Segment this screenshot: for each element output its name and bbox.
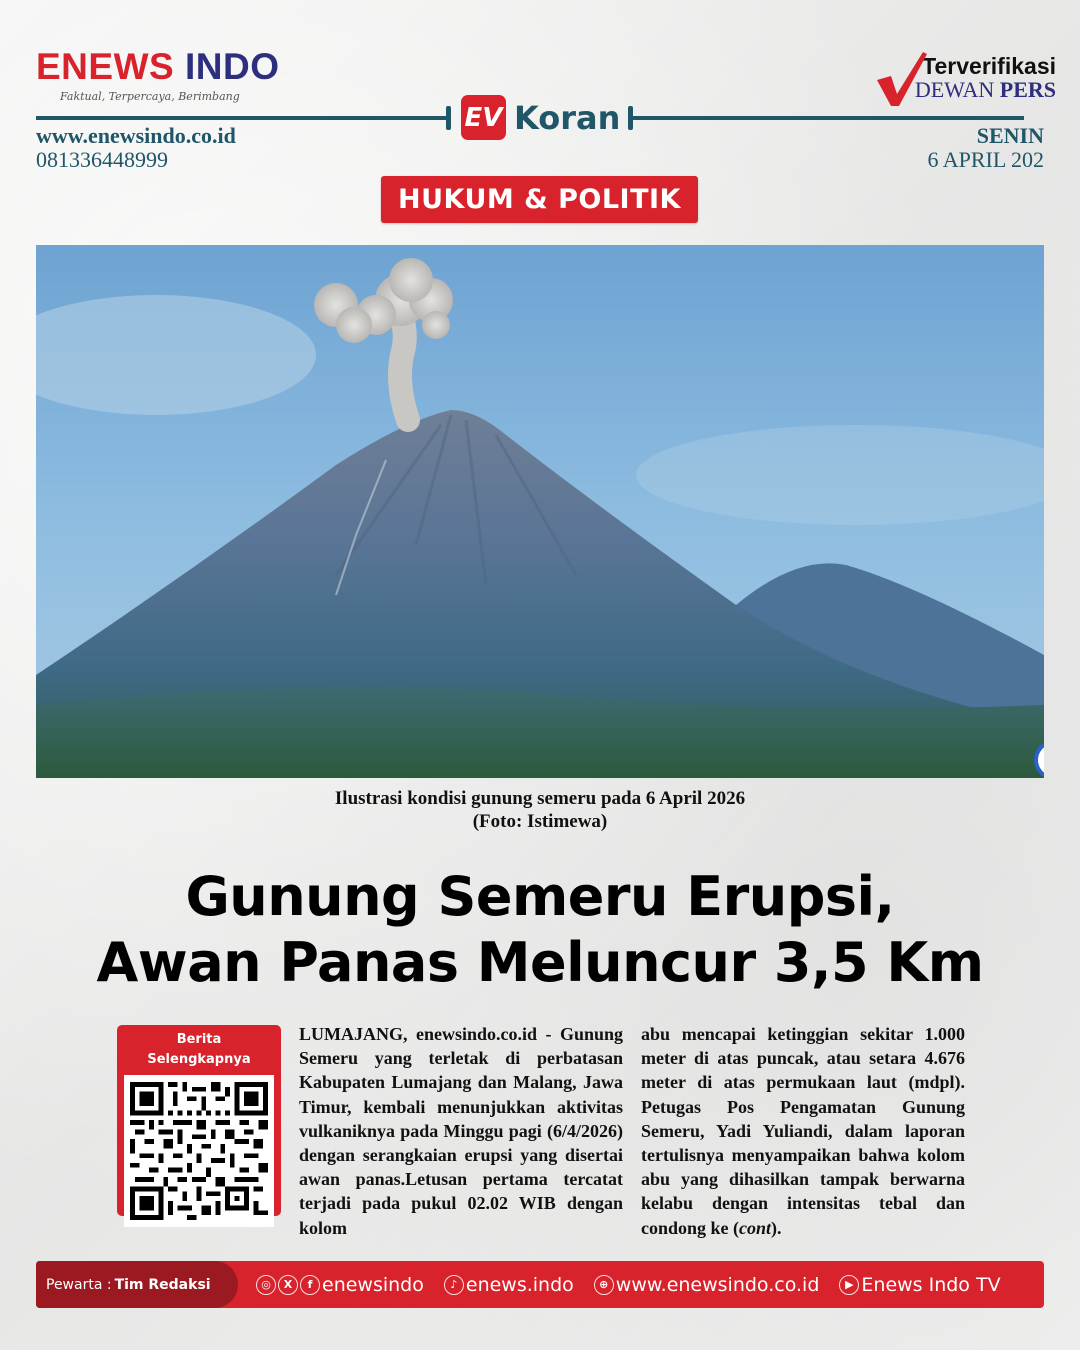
header-rule-left bbox=[36, 116, 448, 120]
brand-logo bbox=[36, 48, 279, 103]
reporter-name: Tim Redaksi bbox=[114, 1276, 211, 1293]
volcano-illustration bbox=[36, 245, 1044, 778]
qr-code-icon bbox=[130, 1081, 268, 1221]
brand-name-red: ENEWS bbox=[36, 46, 175, 87]
brand-name-blue: INDO bbox=[184, 46, 280, 87]
headline-line-2: Awan Panas Meluncur 3,5 Km bbox=[96, 931, 984, 994]
social-handle[interactable]: enews.indo bbox=[465, 1273, 574, 1296]
article-text: abu mencapai ketinggian sekitar 1.000 meter di atas puncak, atau setara 4.676 meter di atas permukaan laut (mdpl). Petugas Pos Pengamatan Gunung Semeru, Yadi Yuliandi, dalam laporan tertulisnya menyampaikan bahwa kolom abu yang dihasilkan tampak berwarna kelabu dengan intensitas tebal dan condong ke ( bbox=[641, 1024, 965, 1238]
pers-text: PERS bbox=[999, 77, 1056, 102]
headline-line-1: Gunung Semeru Erupsi, bbox=[185, 865, 895, 928]
qr-code[interactable] bbox=[124, 1075, 274, 1227]
header-rule-tick bbox=[446, 106, 451, 130]
dewan-pers-label bbox=[915, 78, 1056, 102]
x-icon[interactable]: X bbox=[278, 1275, 298, 1295]
instagram-icon[interactable]: ◎ bbox=[256, 1275, 276, 1295]
social-handle[interactable]: enewsindo bbox=[322, 1273, 424, 1296]
article-text-column-2 bbox=[641, 1022, 965, 1240]
issue-date-text: 6 APRIL 202 bbox=[927, 147, 1044, 172]
website-handle[interactable]: www.enewsindo.co.id bbox=[615, 1273, 820, 1296]
brand-tagline: Faktual, Terpercaya, Berimbang bbox=[60, 90, 240, 103]
footer-bar bbox=[36, 1261, 1044, 1308]
photo-caption bbox=[0, 787, 1080, 833]
verified-label: Terverifikasi bbox=[922, 53, 1056, 79]
caption-text: Ilustrasi kondisi gunung semeru pada 6 April 2026 bbox=[334, 788, 746, 809]
article-column-2 bbox=[641, 1022, 965, 1240]
social-youtube[interactable] bbox=[839, 1274, 1000, 1296]
qr-label: Berita Selengkapnya bbox=[147, 1032, 251, 1067]
header-rule-right bbox=[630, 116, 1024, 120]
checkmark-icon bbox=[873, 50, 929, 110]
edition-badge bbox=[461, 95, 620, 140]
ev-logo-icon: EV bbox=[461, 95, 506, 140]
youtube-icon[interactable]: ▶ bbox=[839, 1275, 859, 1295]
article-text-column-1: LUMAJANG, enewsindo.co.id - Gunung Semeru yang terletak di perbatasan Kabupaten Lumajang dan Malang, Jawa Timur, kembali menunjukkan aktivitas vulkaniknya pada Minggu pagi (6/4/2026) dengan serangkaian erupsi yang disertai awan panas.Letusan pertama tercatat terjadi pada pukul 02.02 WIB dengan kolom bbox=[299, 1024, 623, 1238]
article-column-1 bbox=[299, 1022, 623, 1240]
social-enewsindo[interactable] bbox=[256, 1274, 424, 1296]
social-website[interactable] bbox=[594, 1274, 820, 1296]
edition-label: Koran bbox=[514, 98, 621, 137]
globe-icon[interactable]: ⊕ bbox=[594, 1275, 614, 1295]
caption-credit: (Foto: Istimewa) bbox=[472, 811, 608, 832]
tiktok-icon[interactable]: ♪ bbox=[444, 1275, 464, 1295]
contact-info bbox=[36, 124, 236, 172]
youtube-handle[interactable]: Enews Indo TV bbox=[861, 1273, 1001, 1296]
social-tiktok[interactable] bbox=[444, 1274, 574, 1296]
verification-badge bbox=[915, 54, 1056, 102]
reporter-credit bbox=[36, 1261, 238, 1308]
continued-marker: cont bbox=[739, 1217, 772, 1238]
article-photo bbox=[36, 245, 1044, 778]
issue-day: SENIN bbox=[976, 123, 1044, 148]
phone-number: 081336448999 bbox=[36, 147, 168, 172]
facebook-icon[interactable]: f bbox=[300, 1275, 320, 1295]
website-link[interactable]: www.enewsindo.co.id bbox=[36, 123, 236, 148]
issue-date bbox=[927, 124, 1044, 172]
qr-card[interactable] bbox=[117, 1025, 281, 1216]
article-headline bbox=[0, 864, 1080, 996]
category-badge: HUKUM & POLITIK bbox=[381, 176, 698, 223]
reporter-label: Pewarta : bbox=[46, 1276, 112, 1293]
brand-name bbox=[36, 48, 279, 85]
article-text-end: ). bbox=[771, 1217, 782, 1238]
dewan-text: DEWAN bbox=[914, 77, 995, 102]
social-links bbox=[256, 1274, 1021, 1296]
